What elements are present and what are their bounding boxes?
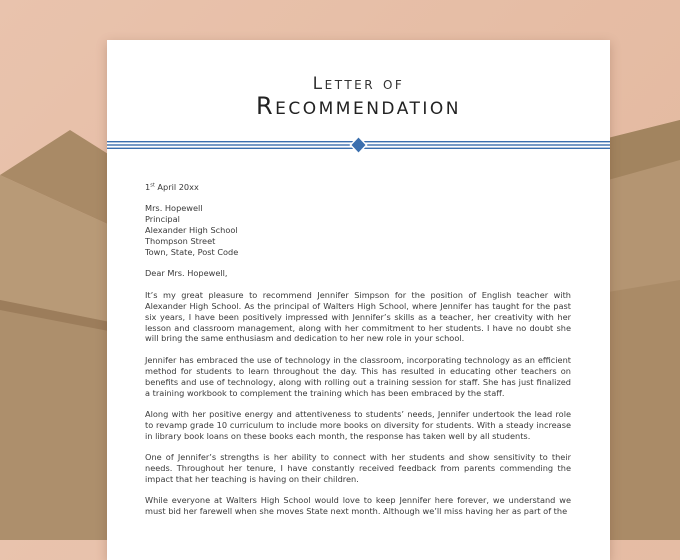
address-line: Mrs. Hopewell	[145, 203, 203, 214]
divider-diamond	[351, 137, 367, 154]
title-line-2: Recommendation	[255, 92, 462, 120]
address-line: Thompson Street	[145, 236, 216, 247]
address-line: Town, State, Post Code	[145, 247, 239, 258]
letter-body	[145, 182, 571, 528]
title-line-1: Letter of	[312, 74, 405, 94]
salutation: Dear Mrs. Hopewell,	[145, 268, 228, 279]
letter-date: 1st April 20xx	[145, 182, 199, 192]
address-line: Principal	[145, 214, 180, 225]
body-paragraph-1: It’s my great pleasure to recommend Jennifer Simpson for the position of English teacher with Alexander High School. As the principal of Walters High School, where Jennifer has taught for the past six years, I have been positively impressed with Jennifer’s skills as a teacher, her creativity with her lesson and classroom management, along with her commitment to her students. I have no doubt she will bring the same enthusiasm and dedication to her new role in your school.	[145, 289, 571, 344]
body-paragraph-5: While everyone at Walters High School would love to keep Jennifer here forever, we understand we must bid her farewell when she moves State next month. Although we’ll miss having her as part of the	[145, 495, 571, 517]
letter-page	[107, 40, 610, 560]
body-paragraph-2: Jennifer has embraced the use of technology in the classroom, incorporating technology as an efficient method for students to learn throughout the day. This has resulted in educating other teachers on benefits and use of technology, along with rolling out a training session for staff. She has just finalized a training workbook to complement the training which has been embraced by the staff.	[145, 354, 571, 398]
body-paragraph-3: Along with her positive energy and attentiveness to students’ needs, Jennifer undertook the lead role to revamp grade 10 curriculum to include more books on diversity for students. With a steady increase in library book loans on these books each month, the response has taken well by all students.	[145, 409, 571, 441]
recipient-address	[145, 203, 571, 258]
header-divider	[107, 135, 610, 155]
body-paragraph-4: One of Jennifer’s strengths is her ability to connect with her students and show sensitivity to their needs. Throughout her tenure, I have constantly received feedback from parents commending the impact that her teaching is having on their children.	[145, 452, 571, 485]
address-line: Alexander High School	[145, 225, 238, 236]
